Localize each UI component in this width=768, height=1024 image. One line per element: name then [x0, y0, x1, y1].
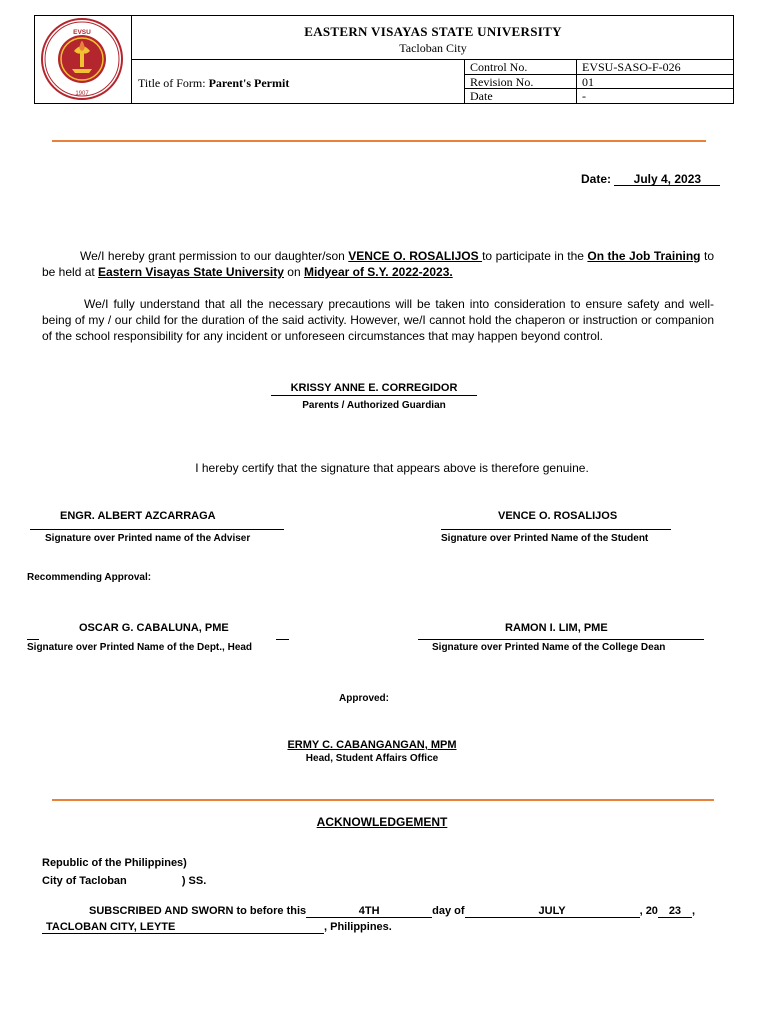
- university-city: Tacloban City: [399, 41, 467, 55]
- revision-no-label: Revision No.: [470, 74, 534, 89]
- meta-row-date: [465, 89, 734, 104]
- form-title-cell: [132, 60, 465, 104]
- sworn-month: JULY: [465, 905, 640, 918]
- acknowledgement-title: ACKNOWLEDGEMENT: [316, 815, 448, 829]
- saso-head-role: Head, Student Affairs Office: [305, 753, 439, 764]
- university-title-block: [132, 15, 734, 60]
- precautions-paragraph: We/I fully understand that all the necessary precautions will be taken into consideration to ensure safety and well-being of my / our child for the duration of the said activity. However, we/I cannot hold the chaperon or instruction or companion of the school responsibility for any incident or unforeseen circumstances that may happen beyond control.: [42, 297, 714, 343]
- dean-signature-line: [418, 639, 704, 640]
- para1-period: Midyear of S.Y. 2022-2023.: [303, 265, 453, 279]
- date-label: Date:: [581, 172, 612, 186]
- meta-row-control: [465, 60, 734, 75]
- saso-head-block: [280, 739, 464, 764]
- seal-lettering: EVSU: [73, 29, 91, 36]
- para1-student: VENCE O. ROSALIJOS: [348, 249, 483, 263]
- city-line: [42, 875, 206, 887]
- dean-caption: Signature over Printed Name of the College Dean: [432, 642, 666, 653]
- dept-head-name: OSCAR G. CABALUNA, PME: [79, 622, 229, 634]
- sworn-year-prefix: , 20: [639, 905, 658, 917]
- student-name: VENCE O. ROSALIJOS: [498, 510, 618, 522]
- sworn-to-before: to before this: [233, 905, 307, 917]
- date-meta-value: -: [582, 89, 586, 104]
- dean-name: RAMON I. LIM, PME: [505, 622, 608, 634]
- guardian-role: Parents / Authorized Guardian: [302, 400, 446, 411]
- seal-year: 1907: [75, 91, 89, 97]
- guardian-name: KRISSY ANNE E. CORREGIDOR: [271, 382, 477, 396]
- adviser-signature-line: [30, 529, 284, 530]
- meta-row-revision: [465, 75, 734, 90]
- sworn-year: 23: [658, 905, 692, 918]
- university-name: EASTERN VISAYAS STATE UNIVERSITY: [304, 24, 562, 39]
- republic-line: Republic of the Philippines): [42, 857, 187, 869]
- para1-venue: Eastern Visayas State University: [98, 265, 284, 279]
- ss-label: ) SS.: [181, 875, 207, 887]
- sworn-day-of: day of: [432, 905, 465, 917]
- certify-statement: I hereby certify that the signature that appears above is therefore genuine.: [195, 461, 589, 475]
- sworn-comma: ,: [691, 905, 695, 917]
- sworn-line: [89, 905, 695, 918]
- para1-text-1: We/I hereby grant permission to our daughter/son: [80, 249, 349, 263]
- para1-activity: On the Job Training: [587, 249, 701, 263]
- sworn-label: SUBSCRIBED AND SWORN: [89, 905, 234, 917]
- university-seal-icon: [34, 15, 132, 104]
- form-title-label: Title of Form:: [138, 76, 206, 90]
- revision-no-value: 01: [582, 74, 594, 89]
- sworn-day: 4TH: [306, 905, 432, 918]
- control-no-label: Control No.: [470, 60, 528, 74]
- sworn-place: TACLOBAN CITY, LEYTE: [42, 921, 324, 934]
- permission-paragraph: [42, 248, 714, 280]
- adviser-caption: Signature over Printed name of the Adviser: [45, 533, 251, 544]
- form-title-value: Parent's Permit: [208, 76, 290, 90]
- date-value: July 4, 2023: [614, 173, 720, 186]
- student-signature-line: [441, 529, 671, 530]
- recommending-label: Recommending Approval:: [27, 572, 152, 583]
- adviser-name: ENGR. ALBERT AZCARRAGA: [60, 510, 216, 522]
- para1-text-4: on: [283, 265, 304, 279]
- approved-label: Approved:: [339, 693, 389, 704]
- para1-text-3: to be held at: [42, 249, 715, 279]
- saso-head-name: ERMY C. CABANGANGAN, MPM: [287, 739, 457, 751]
- dept-head-line-left: [27, 639, 39, 640]
- dept-head-caption: Signature over Printed Name of the Dept., Head: [27, 642, 253, 653]
- date-meta-label: Date: [470, 89, 493, 104]
- date-field: [581, 171, 720, 187]
- city-label: City of Tacloban: [42, 875, 127, 887]
- orange-divider-top: [52, 140, 706, 142]
- place-line: [42, 921, 392, 934]
- guardian-signature: [271, 382, 477, 411]
- control-no-value: EVSU-SASO-F-026: [582, 60, 681, 74]
- logo-cell: [34, 15, 132, 104]
- orange-divider-bottom: [52, 799, 714, 801]
- form-title: [138, 76, 289, 91]
- para1-text-2: to participate in the: [482, 249, 588, 263]
- dept-head-line-right: [276, 639, 289, 640]
- philippines-label: , Philippines.: [324, 921, 392, 933]
- student-caption: Signature over Printed Name of the Student: [441, 533, 649, 544]
